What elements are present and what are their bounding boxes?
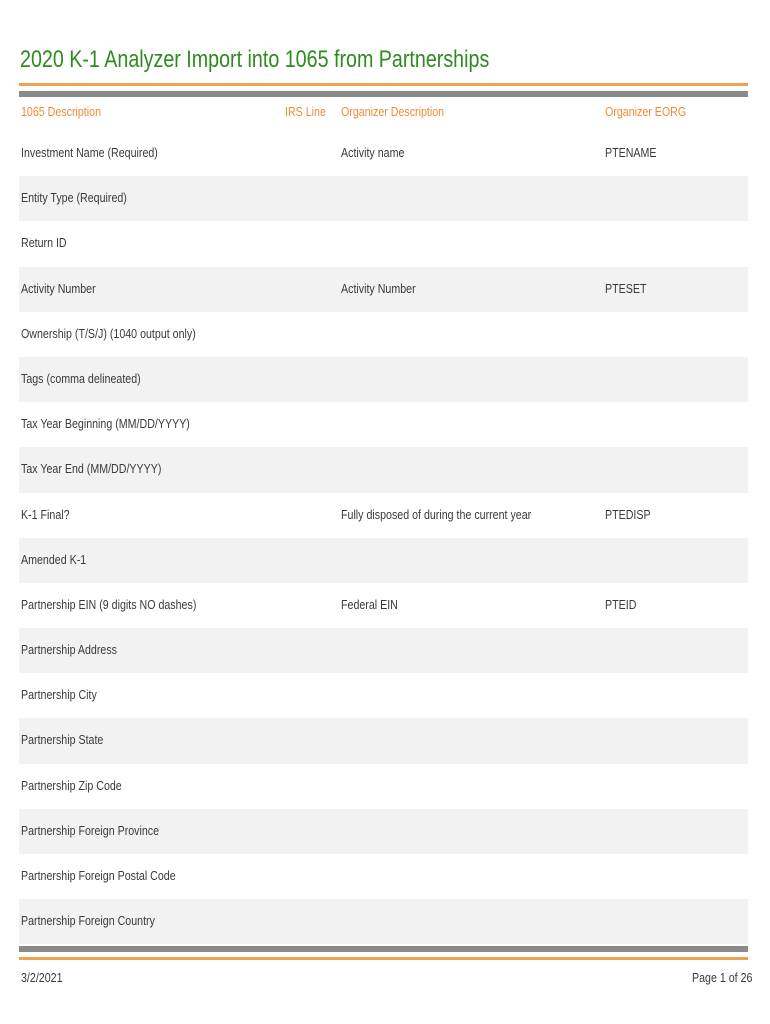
table-row — [19, 809, 748, 854]
header-description: 1065 Description — [21, 104, 102, 119]
table-row — [19, 176, 748, 221]
row-description: Partnership EIN (9 digits NO dashes) — [21, 596, 197, 612]
row-description: Partnership Foreign Postal Code — [21, 868, 176, 883]
table-row — [19, 267, 748, 312]
row-organizer-eorg: PTESET — [605, 280, 647, 296]
table-row — [19, 854, 748, 899]
row-description: Tags (comma delineated) — [21, 370, 141, 386]
footer-rule-gray — [19, 946, 748, 952]
table-row — [19, 131, 748, 176]
table-row — [19, 221, 748, 266]
page-title: 2020 K-1 Analyzer Import into 1065 from Partnerships — [20, 46, 490, 73]
row-description: Tax Year End (MM/DD/YYYY) — [21, 461, 162, 477]
row-description: Partnership Zip Code — [21, 777, 122, 793]
table-row — [19, 538, 748, 583]
row-organizer-description: Activity name — [341, 145, 405, 160]
table-row — [19, 357, 748, 402]
row-description: Entity Type (Required) — [21, 190, 127, 206]
row-organizer-eorg: PTEID — [605, 596, 637, 612]
row-description: K-1 Final? — [21, 506, 70, 522]
footer-date: 3/2/2021 — [21, 970, 63, 985]
footer-page-number: Page 1 of 26 — [692, 970, 753, 985]
table-row — [19, 447, 748, 492]
table-row — [19, 764, 748, 809]
table-row — [19, 899, 748, 944]
row-description: Partnership State — [21, 732, 104, 748]
row-description: Investment Name (Required) — [21, 145, 158, 160]
title-rule-orange — [19, 83, 748, 86]
row-description: Partnership Address — [21, 642, 118, 658]
row-description: Partnership Foreign Province — [21, 822, 160, 838]
header-organizer-eorg: Organizer EORG — [605, 104, 687, 119]
row-description: Tax Year Beginning (MM/DD/YYYY) — [21, 416, 190, 432]
table-row — [19, 628, 748, 673]
table-row — [19, 493, 748, 538]
row-description: Partnership Foreign Country — [21, 913, 155, 929]
footer-rule-orange — [19, 957, 748, 960]
row-organizer-eorg: PTENAME — [605, 145, 657, 160]
row-description: Ownership (T/S/J) (1040 output only) — [21, 325, 196, 341]
table-row — [19, 673, 748, 718]
table-row — [19, 583, 748, 628]
row-organizer-description: Federal EIN — [341, 596, 398, 612]
row-description: Amended K-1 — [21, 551, 87, 567]
row-organizer-eorg: PTEDISP — [605, 506, 651, 522]
table-row — [19, 718, 748, 763]
row-organizer-description: Activity Number — [341, 280, 416, 296]
table-row — [19, 312, 748, 357]
header-organizer-description: Organizer Description — [341, 104, 445, 119]
k1-table — [19, 131, 748, 944]
row-description: Activity Number — [21, 280, 96, 296]
header-irs-line: IRS Line — [285, 104, 326, 119]
table-row — [19, 402, 748, 447]
title-rule-gray — [19, 91, 748, 97]
row-description: Return ID — [21, 235, 67, 251]
row-organizer-description: Fully disposed of during the current year — [341, 506, 532, 522]
row-description: Partnership City — [21, 687, 97, 703]
